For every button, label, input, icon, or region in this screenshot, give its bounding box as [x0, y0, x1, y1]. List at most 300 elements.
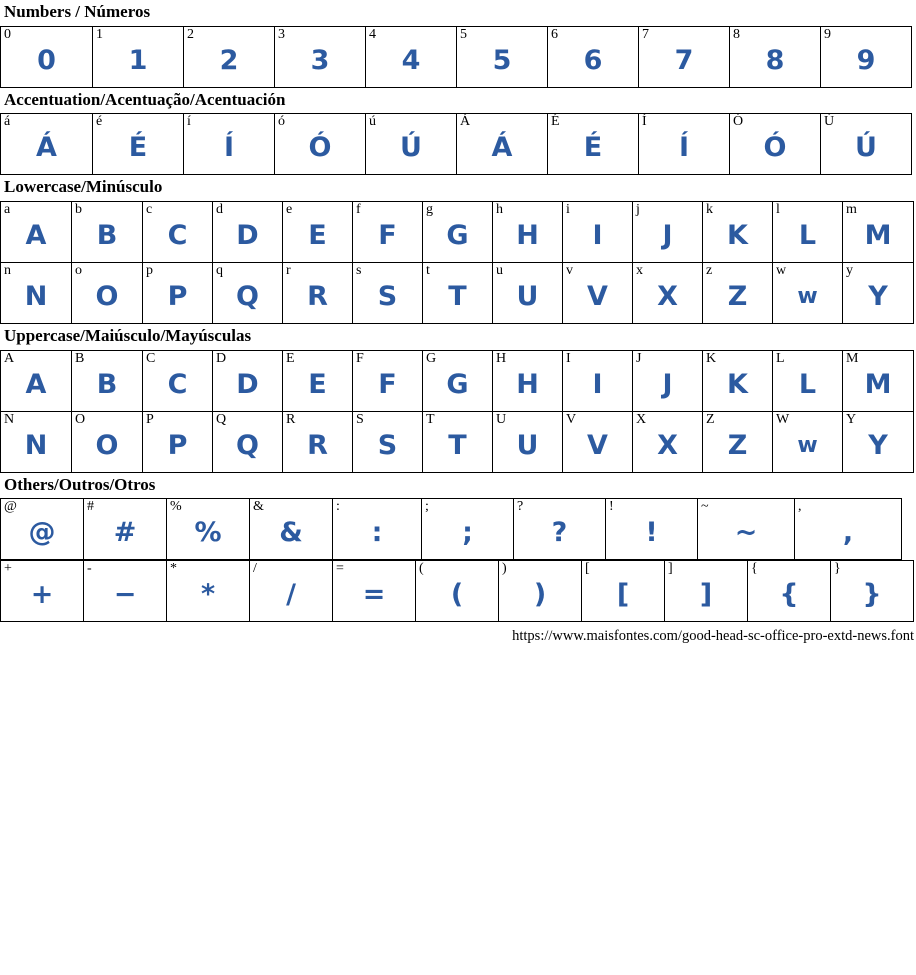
glyph-cell[interactable] [1, 411, 72, 472]
glyph-caption: e [286, 202, 293, 218]
glyph-caption: Y [846, 411, 857, 427]
glyph-table-accentuation [0, 113, 912, 175]
glyph-cell[interactable] [773, 411, 843, 472]
glyph-sample: = [362, 579, 386, 611]
glyph-sample: X [657, 281, 678, 313]
glyph-cell[interactable] [275, 26, 366, 87]
glyph-caption: g [426, 202, 433, 218]
glyph-caption: h [496, 202, 503, 218]
glyph-sample: 1 [128, 44, 148, 76]
glyph-caption: J [636, 350, 642, 366]
glyph-cell[interactable] [843, 263, 914, 324]
glyph-cell[interactable] [633, 350, 703, 411]
glyph-cell[interactable] [493, 263, 563, 324]
glyph-cell[interactable] [493, 411, 563, 472]
glyph-cell[interactable] [275, 114, 366, 175]
glyph-caption: r [286, 263, 291, 279]
glyph-sample: Ó [763, 132, 787, 164]
glyph-caption: ) [502, 561, 507, 577]
glyph-caption: 7 [642, 26, 649, 42]
glyph-cell[interactable] [457, 114, 548, 175]
glyph-cell[interactable] [72, 350, 143, 411]
glyph-caption: O [75, 411, 86, 427]
glyph-sample: E [308, 368, 327, 400]
glyph-cell[interactable] [167, 499, 250, 560]
glyph-caption: S [356, 411, 364, 427]
table-row [1, 561, 914, 622]
glyph-caption: x [636, 263, 643, 279]
glyph-sample: L [798, 220, 817, 252]
glyph-sample: } [862, 579, 882, 611]
glyph-caption: % [170, 499, 182, 515]
glyph-cell[interactable] [730, 26, 821, 87]
glyph-caption: { [751, 561, 758, 577]
glyph-sample: 6 [583, 44, 603, 76]
glyph-sample: U [516, 429, 539, 461]
glyph-caption: F [356, 350, 364, 366]
section-title-numbers: Numbers / Números [4, 2, 151, 21]
glyph-sample: O [95, 429, 119, 461]
glyph-caption: ] [668, 561, 673, 577]
glyph-caption: U [496, 411, 507, 427]
glyph-caption: : [336, 499, 340, 515]
glyph-caption: i [566, 202, 570, 218]
glyph-sample: + [30, 579, 54, 611]
glyph-sample: Í [223, 132, 235, 164]
glyph-cell[interactable] [703, 411, 773, 472]
glyph-cell[interactable] [748, 561, 831, 622]
glyph-cell[interactable] [773, 350, 843, 411]
glyph-caption: o [75, 263, 82, 279]
glyph-sample: X [657, 429, 678, 461]
glyph-cell[interactable] [250, 499, 333, 560]
glyph-sample: 7 [674, 44, 694, 76]
glyph-sample: D [236, 368, 259, 400]
glyph-caption: l [776, 202, 780, 218]
glyph-cell[interactable] [563, 411, 633, 472]
glyph-caption: z [706, 263, 713, 279]
glyph-cell[interactable] [843, 411, 914, 472]
glyph-sample: Ú [855, 132, 877, 164]
glyph-sample: E [308, 220, 327, 252]
glyph-caption: = [336, 561, 344, 577]
glyph-cell[interactable] [843, 202, 914, 263]
glyph-cell[interactable] [333, 561, 416, 622]
glyph-caption: c [146, 202, 153, 218]
glyph-cell[interactable] [831, 561, 914, 622]
glyph-caption: Q [216, 411, 227, 427]
glyph-cell[interactable] [184, 114, 275, 175]
glyph-caption: j [636, 202, 640, 218]
glyph-cell[interactable] [143, 411, 213, 472]
glyph-sample: 8 [765, 44, 785, 76]
glyph-sample: Q [236, 429, 259, 461]
glyph-cell[interactable] [633, 263, 703, 324]
glyph-sample: / [286, 579, 296, 611]
glyph-cell[interactable] [703, 350, 773, 411]
glyph-sample: N [24, 429, 48, 461]
glyph-sample: ~ [734, 517, 758, 549]
glyph-caption: é [96, 114, 103, 130]
glyph-caption: Á [460, 114, 471, 130]
glyph-caption: E [286, 350, 295, 366]
glyph-sample: H [516, 368, 539, 400]
glyph-sample: ] [699, 579, 713, 611]
glyph-sample: M [864, 220, 892, 252]
section-numbers [0, 0, 916, 88]
glyph-caption: 1 [96, 26, 103, 42]
section-title-uppercase: Uppercase/Maiúsculo/Mayúsculas [4, 326, 252, 346]
glyph-sample: Y [868, 281, 888, 313]
glyph-table-others-row1 [0, 498, 902, 560]
glyph-caption: m [846, 202, 857, 218]
glyph-cell[interactable] [366, 26, 457, 87]
glyph-cell[interactable] [1, 114, 93, 175]
glyph-cell[interactable] [213, 350, 283, 411]
glyph-cell[interactable] [213, 411, 283, 472]
glyph-caption: , [798, 499, 802, 515]
glyph-cell[interactable] [639, 114, 730, 175]
glyph-sample: ? [551, 517, 568, 549]
glyph-cell[interactable] [283, 350, 353, 411]
glyph-sample: I [592, 368, 603, 400]
glyph-sample: @ [28, 517, 56, 549]
glyph-cell[interactable] [353, 411, 423, 472]
glyph-cell[interactable] [72, 263, 143, 324]
section-others [0, 473, 916, 623]
glyph-caption: D [216, 350, 227, 366]
glyph-cell[interactable] [353, 263, 423, 324]
table-row [1, 202, 914, 263]
glyph-caption: # [87, 499, 94, 515]
glyph-caption: 9 [824, 26, 831, 42]
glyph-cell[interactable] [499, 561, 582, 622]
glyph-cell[interactable] [821, 114, 912, 175]
glyph-sample: Q [236, 281, 259, 313]
glyph-caption: ? [517, 499, 524, 515]
glyph-cell[interactable] [143, 263, 213, 324]
glyph-cell[interactable] [633, 411, 703, 472]
glyph-cell[interactable] [423, 202, 493, 263]
glyph-cell[interactable] [633, 202, 703, 263]
glyph-sample: Ú [400, 132, 422, 164]
glyph-sample: H [516, 220, 539, 252]
glyph-caption: Z [706, 411, 715, 427]
glyph-sample: J [662, 368, 673, 400]
glyph-sample: { [779, 579, 799, 611]
glyph-cell[interactable] [1, 263, 72, 324]
glyph-caption: n [4, 263, 11, 279]
section-title-accentuation: Accentuation/Acentuação/Acentuación [4, 89, 286, 109]
glyph-cell[interactable] [333, 499, 422, 560]
glyph-caption: 4 [369, 26, 376, 42]
glyph-cell[interactable] [514, 499, 606, 560]
glyph-sample: 4 [401, 44, 421, 76]
glyph-caption: d [216, 202, 223, 218]
glyph-sample: & [279, 517, 303, 549]
glyph-sample: S [377, 429, 398, 461]
glyph-caption: b [75, 202, 82, 218]
glyph-caption: t [426, 263, 430, 279]
glyph-caption: K [706, 350, 717, 366]
glyph-caption: T [426, 411, 435, 427]
glyph-caption: R [286, 411, 296, 427]
glyph-table-others-row2 [0, 560, 914, 622]
glyph-table-lowercase [0, 201, 914, 324]
glyph-caption: N [4, 411, 15, 427]
glyph-sample: 9 [856, 44, 876, 76]
glyph-caption: q [216, 263, 223, 279]
glyph-sample: : [371, 517, 383, 549]
glyph-caption: * [170, 561, 177, 577]
glyph-caption: u [496, 263, 503, 279]
glyph-caption: v [566, 263, 573, 279]
glyph-caption: M [846, 350, 859, 366]
glyph-cell[interactable] [143, 350, 213, 411]
glyph-caption: á [4, 114, 11, 130]
glyph-sample: w [797, 284, 818, 310]
glyph-cell[interactable] [703, 263, 773, 324]
section-lowercase [0, 175, 916, 324]
glyph-sample: Z [727, 281, 748, 313]
glyph-caption: & [253, 499, 264, 515]
glyph-sample: [ [616, 579, 630, 611]
glyph-cell[interactable] [493, 202, 563, 263]
glyph-sample: Á [36, 132, 57, 164]
glyph-sample: R [307, 281, 328, 313]
glyph-cell[interactable] [213, 263, 283, 324]
glyph-cell[interactable] [283, 263, 353, 324]
table-row [1, 350, 914, 411]
glyph-sample: ; [462, 517, 473, 549]
glyph-cell[interactable] [457, 26, 548, 87]
glyph-cell[interactable] [843, 350, 914, 411]
glyph-cell[interactable] [93, 26, 184, 87]
table-row [1, 411, 914, 472]
glyph-sample: M [864, 368, 892, 400]
glyph-caption: 5 [460, 26, 467, 42]
glyph-cell[interactable] [353, 202, 423, 263]
glyph-cell[interactable] [563, 202, 633, 263]
glyph-cell[interactable] [353, 350, 423, 411]
glyph-cell[interactable] [1, 499, 84, 560]
glyph-cell[interactable] [143, 202, 213, 263]
glyph-caption: ; [425, 499, 429, 515]
glyph-cell[interactable] [1, 350, 72, 411]
glyph-sample: Í [678, 132, 690, 164]
glyph-caption: Ó [733, 114, 744, 130]
glyph-sample: T [448, 429, 467, 461]
glyph-sample: V [587, 429, 608, 461]
glyph-caption: f [356, 202, 361, 218]
glyph-sample: U [516, 281, 539, 313]
glyph-caption: @ [4, 499, 17, 515]
glyph-cell[interactable] [84, 561, 167, 622]
glyph-cell[interactable] [72, 411, 143, 472]
glyph-sample: É [128, 132, 148, 164]
glyph-cell[interactable] [213, 202, 283, 263]
glyph-cell[interactable] [167, 561, 250, 622]
glyph-cell[interactable] [773, 202, 843, 263]
glyph-cell[interactable] [563, 263, 633, 324]
glyph-caption: H [496, 350, 507, 366]
table-row [1, 26, 912, 87]
glyph-cell[interactable] [773, 263, 843, 324]
glyph-caption: X [636, 411, 647, 427]
glyph-sample: C [167, 220, 188, 252]
glyph-sample: A [25, 368, 47, 400]
glyph-sample: B [96, 220, 118, 252]
glyph-cell[interactable] [795, 499, 902, 560]
glyph-caption: A [4, 350, 15, 366]
glyph-caption: W [776, 411, 790, 427]
glyph-cell[interactable] [665, 561, 748, 622]
glyph-caption: + [4, 561, 12, 577]
glyph-sample: ) [533, 579, 547, 611]
glyph-caption: } [834, 561, 841, 577]
glyph-sample: ( [450, 579, 464, 611]
section-accentuation [0, 88, 916, 176]
glyph-sample: * [200, 579, 216, 611]
glyph-caption: - [87, 561, 92, 577]
glyph-caption: G [426, 350, 437, 366]
glyph-cell[interactable] [84, 499, 167, 560]
glyph-caption: C [146, 350, 156, 366]
glyph-cell[interactable] [606, 499, 698, 560]
glyph-sample: N [24, 281, 48, 313]
glyph-sample: Ó [308, 132, 332, 164]
source-url[interactable]: https://www.maisfontes.com/good-head-sc-office-pro-extd-news.font [512, 628, 914, 645]
glyph-sample: G [446, 368, 469, 400]
glyph-sample: K [727, 220, 748, 252]
glyph-sample: 3 [310, 44, 330, 76]
glyph-sample: % [194, 517, 222, 549]
glyph-caption: 6 [551, 26, 558, 42]
glyph-caption: 8 [733, 26, 740, 42]
glyph-cell[interactable] [72, 202, 143, 263]
glyph-table-uppercase [0, 350, 914, 473]
glyph-sample: ! [645, 517, 658, 549]
glyph-sample: T [448, 281, 467, 313]
glyph-sample: 2 [219, 44, 239, 76]
glyph-sample: F [378, 220, 397, 252]
glyph-cell[interactable] [563, 350, 633, 411]
glyph-cell[interactable] [582, 561, 665, 622]
glyph-cell[interactable] [423, 263, 493, 324]
glyph-caption: í [187, 114, 191, 130]
glyph-caption: B [75, 350, 85, 366]
glyph-caption: L [776, 350, 785, 366]
glyph-cell[interactable] [250, 561, 333, 622]
glyph-cell[interactable] [548, 114, 639, 175]
glyph-cell[interactable] [423, 411, 493, 472]
glyph-cell[interactable] [821, 26, 912, 87]
glyph-sample: É [583, 132, 603, 164]
glyph-table-numbers [0, 26, 912, 88]
glyph-caption: ! [609, 499, 614, 515]
glyph-sample: D [236, 220, 259, 252]
glyph-cell[interactable] [366, 114, 457, 175]
glyph-cell[interactable] [703, 202, 773, 263]
glyph-sample: 0 [37, 44, 56, 76]
glyph-cell[interactable] [422, 499, 514, 560]
section-title-others: Others/Outros/Otros [4, 474, 156, 494]
glyph-caption: s [356, 263, 362, 279]
glyph-sample: B [96, 368, 118, 400]
glyph-cell[interactable] [283, 202, 353, 263]
glyph-sample: 5 [492, 44, 512, 76]
glyph-sample: F [378, 368, 397, 400]
glyph-sample: Á [491, 132, 513, 164]
glyph-sample: , [842, 517, 854, 549]
glyph-caption: ( [419, 561, 424, 577]
glyph-cell[interactable] [730, 114, 821, 175]
glyph-caption: w [776, 263, 787, 279]
glyph-sample: L [798, 368, 817, 400]
glyph-caption: [ [585, 561, 590, 577]
glyph-sample: Y [868, 429, 888, 461]
section-title-lowercase: Lowercase/Minúsculo [4, 177, 163, 197]
glyph-caption: Í [642, 114, 647, 130]
table-row [1, 263, 914, 324]
table-row [1, 499, 902, 560]
glyph-caption: 2 [187, 26, 194, 42]
glyph-sample: A [25, 220, 47, 252]
glyph-caption: ú [369, 114, 376, 130]
glyph-caption: V [566, 411, 577, 427]
glyph-cell[interactable] [93, 114, 184, 175]
glyph-cell[interactable] [184, 26, 275, 87]
glyph-caption: P [146, 411, 154, 427]
glyph-caption: k [706, 202, 713, 218]
glyph-sample: R [307, 429, 328, 461]
glyph-caption: É [551, 114, 560, 130]
glyph-cell[interactable] [698, 499, 795, 560]
glyph-cell[interactable] [1, 202, 72, 263]
glyph-caption: / [253, 561, 257, 577]
glyph-cell[interactable] [639, 26, 730, 87]
glyph-cell[interactable] [283, 411, 353, 472]
glyph-sample: w [797, 432, 818, 458]
glyph-sample: S [377, 281, 398, 313]
glyph-sample: P [167, 429, 188, 461]
table-row [1, 114, 912, 175]
glyph-sample: Z [727, 429, 748, 461]
glyph-caption: 0 [4, 26, 11, 42]
glyph-sample: C [167, 368, 188, 400]
glyph-sample: I [592, 220, 603, 252]
glyph-sample: G [446, 220, 469, 252]
glyph-sample: J [662, 220, 673, 252]
glyph-sample: P [167, 281, 188, 313]
glyph-caption: ó [278, 114, 285, 130]
glyph-sample: # [113, 517, 137, 549]
glyph-cell[interactable] [493, 350, 563, 411]
glyph-caption: I [566, 350, 571, 366]
glyph-caption: ~ [701, 499, 709, 515]
glyph-sample: K [727, 368, 748, 400]
glyph-cell[interactable] [423, 350, 493, 411]
glyph-cell[interactable] [416, 561, 499, 622]
glyph-sample: − [113, 579, 137, 611]
glyph-cell[interactable] [1, 561, 84, 622]
glyph-cell[interactable] [1, 26, 93, 87]
glyph-sample: V [587, 281, 608, 313]
section-uppercase [0, 324, 916, 473]
glyph-caption: a [4, 202, 11, 218]
glyph-caption: y [846, 263, 853, 279]
glyph-cell[interactable] [548, 26, 639, 87]
